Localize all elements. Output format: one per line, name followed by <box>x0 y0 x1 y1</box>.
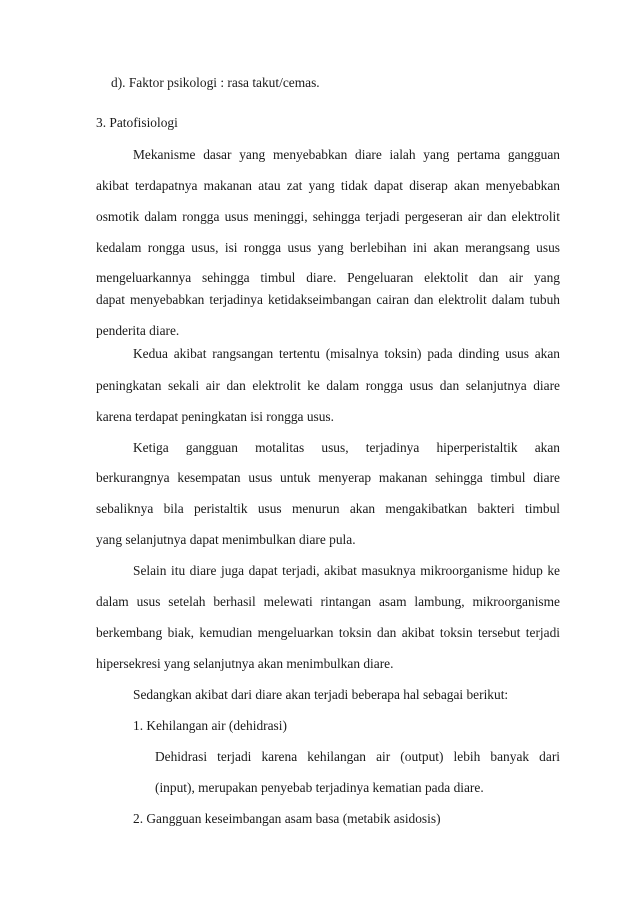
list-item-title: 2. Gangguan keseimbangan asam basa (metabik asidosis) <box>133 811 441 826</box>
list-item-body-line: (input), merupakan penyebab terjadinya kematian pada diare. <box>155 780 484 795</box>
paragraph-line: kedalam rongga usus, isi rongga usus yang berlebihan ini akan merangsang usus <box>96 240 560 255</box>
paragraph-line: Mekanisme dasar yang menyebabkan diare ialah yang pertama gangguan <box>133 147 560 162</box>
paragraph-line: Kedua akibat rangsangan tertentu (misalnya toksin) pada dinding usus akan <box>133 346 560 361</box>
paragraph-line: mengeluarkannya sehingga timbul diare. Pengeluaran elektolit dan air yang <box>96 270 560 285</box>
paragraph-line: akibat terdapatnya makanan atau zat yang tidak dapat diserap akan menyebabkan <box>96 178 560 193</box>
paragraph-line: peningkatan sekali air dan elektrolit ke dalam rongga usus dan selanjutnya diare <box>96 378 560 393</box>
paragraph-line: sebaliknya bila peristaltik usus menurun akan mengakibatkan bakteri timbul <box>96 501 560 516</box>
paragraph-line: karena terdapat peningkatan isi rongga usus. <box>96 409 334 424</box>
paragraph-line: berkembang biak, kemudian mengeluarkan toksin dan akibat toksin tersebut terjadi <box>96 625 560 640</box>
list-item-d: d). Faktor psikologi : rasa takut/cemas. <box>111 75 320 90</box>
paragraph-line: Ketiga gangguan motalitas usus, terjadinya hiperperistaltik akan <box>133 440 560 455</box>
paragraph-line: dapat menyebabkan terjadinya ketidakseimbangan cairan dan elektrolit dalam tubuh <box>96 292 560 307</box>
paragraph-line: hipersekresi yang selanjutnya akan menimbulkan diare. <box>96 656 394 671</box>
paragraph-line: penderita diare. <box>96 323 180 338</box>
paragraph-line: Sedangkan akibat dari diare akan terjadi beberapa hal sebagai berikut: <box>133 687 509 702</box>
section-heading: 3. Patofisiologi <box>96 115 178 130</box>
list-item-body-line: Dehidrasi terjadi karena kehilangan air (output) lebih banyak dari <box>155 749 560 764</box>
paragraph-line: Selain itu diare juga dapat terjadi, akibat masuknya mikroorganisme hidup ke <box>133 563 560 578</box>
paragraph-line: yang selanjutnya dapat menimbulkan diare pula. <box>96 532 356 547</box>
paragraph-line: osmotik dalam rongga usus meninggi, sehingga terjadi pergeseran air dan elektrolit <box>96 209 560 224</box>
paragraph-line: berkurangnya kesempatan usus untuk menyerap makanan sehingga timbul diare <box>96 470 560 485</box>
list-item-title: 1. Kehilangan air (dehidrasi) <box>133 718 287 733</box>
paragraph-line: dalam usus setelah berhasil melewati rintangan asam lambung, mikroorganisme <box>96 594 560 609</box>
